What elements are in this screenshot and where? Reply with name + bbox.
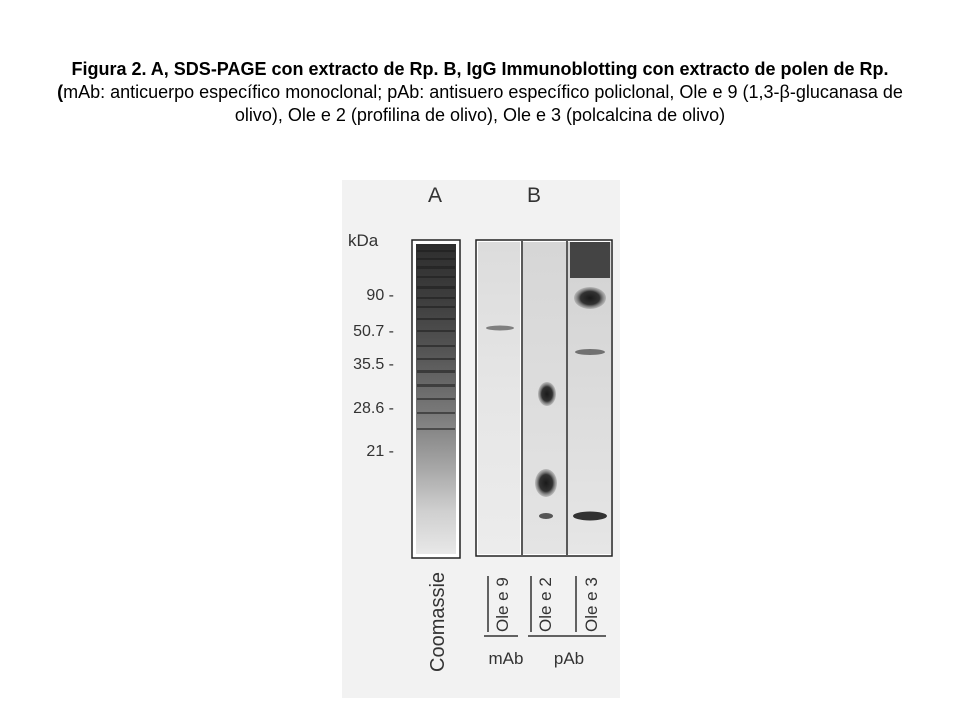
group-label-mab: mAb <box>488 649 524 668</box>
lane-b3-label: Ole e 3 <box>582 577 601 632</box>
lane-ole-e-9 <box>478 242 520 554</box>
band-ole-e-3-low <box>573 512 607 521</box>
marker-35-5: 35.5 - <box>353 356 394 373</box>
marker-50-7: 50.7 - <box>353 323 394 340</box>
kda-unit-label: kDa <box>348 231 379 250</box>
band-ole-e-9 <box>486 326 514 331</box>
marker-28-6: 28.6 - <box>353 400 394 417</box>
lane-a-label: Coomassie <box>427 571 449 672</box>
band-ole-e-2-small <box>539 513 553 519</box>
blot-figure-svg <box>340 178 622 700</box>
group-label-pab: pAb <box>553 649 585 668</box>
lane-b1-label: Ole e 9 <box>493 577 512 632</box>
band-ole-e-3-high <box>574 287 606 309</box>
band-ole-e-3-mid <box>575 349 605 355</box>
band-ole-e-3-top <box>570 242 610 278</box>
lane-a-coomassie <box>412 240 460 558</box>
panel-b-label: B <box>526 184 542 207</box>
marker-21: 21 - <box>366 443 394 460</box>
panel-b-blot <box>476 240 612 556</box>
blot-figure <box>340 178 622 700</box>
lane-b2-label: Ole e 2 <box>536 577 555 632</box>
caption-bold-text: Figura 2. A, SDS-PAGE con extracto de Rp. B, IgG Immunoblotting con extracto de polen de Rp. ( <box>57 59 889 102</box>
panel-a-label: A <box>427 184 443 207</box>
figure-caption <box>50 58 910 127</box>
caption-normal-text: mAb: anticuerpo específico monoclonal; pAb: antisuero específico policlonal, Ole e 9 (1,3-β-glucanasa de olivo), Ole e 2 (profilina de olivo), Ole e 3 (polcalcina de olivo) <box>63 82 903 125</box>
band-ole-e-2-upper <box>538 382 556 406</box>
marker-90: 90 - <box>366 287 394 304</box>
band-ole-e-2-lower <box>535 469 557 497</box>
